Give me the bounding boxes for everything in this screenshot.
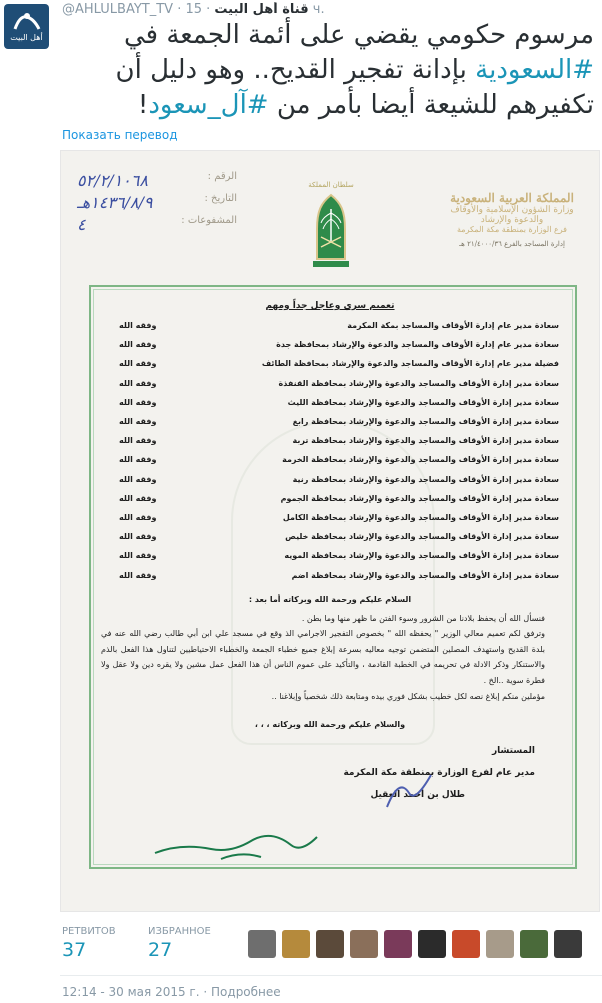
addressee-name: سعادة مدير عام إدارة الأوقاف والمساجد بمكة المكرمة [347, 321, 559, 331]
addressee-name: سعادة مدير إدارة الأوقاف والمساجد والدعوة والإرشاد بمحافظة المويه [284, 551, 559, 561]
ministry-reference: إدارة المساجد بالفرع ٢١/٤٠٠٠/٣٦ هـ [459, 240, 565, 248]
account-handle[interactable]: @AHLULBAYT_TV [62, 2, 174, 17]
attached-photo[interactable] [60, 150, 600, 912]
addressee-suffix: وفقه الله [119, 551, 157, 561]
retweets-stat[interactable] [62, 926, 152, 961]
reference-field-label: التاريخ : [204, 193, 237, 204]
addressee-row [101, 546, 559, 565]
favorites-label: ИЗБРАННОЕ [148, 926, 211, 937]
addressee-name: سعادة مدير إدارة الأوقاف والمساجد والدعوة والإرشاد بمحافظة الخرمة [282, 455, 559, 465]
tweet-text-segment: مرسوم حكومي يقضي على أئمة الجمعة في [123, 20, 594, 50]
addressee-suffix: وفقه الله [119, 455, 157, 465]
favoriter-avatar[interactable] [384, 930, 412, 958]
memo-paragraph: مؤملين منكم إبلاغ نصه لكل خطيب بشكل فوري بيده ومتابعة ذلك شخصياً وإبلاغنا .. [271, 691, 545, 701]
favorites-stat[interactable] [148, 926, 238, 961]
tweet-header [62, 2, 594, 18]
addressee-name: سعادة مدير عام إدارة الأوقاف والمساجد والدعوة والإرشاد بمحافظة جدة [276, 340, 559, 350]
favoriter-avatar[interactable] [520, 930, 548, 958]
addressee-row [101, 565, 559, 584]
addressee-suffix: وفقه الله [119, 512, 157, 522]
favoriter-avatars [248, 930, 582, 958]
account-avatar[interactable] [4, 4, 49, 49]
addressee-row [101, 316, 559, 335]
retweets-label: РЕТВИТОВ [62, 926, 116, 937]
reference-field [77, 193, 237, 215]
memo-paragraph: فنسأل الله أن يحفظ بلادنا من الشرور وسوء الفتن ما ظهر منها وما بطن . [301, 613, 545, 623]
addressee-name: سعادة مدير إدارة الأوقاف والمساجد والدعوة والإرشاد بمحافظة تربة [292, 436, 559, 446]
memo-title: تعميم سري وعاجل جداً ومهم [265, 301, 395, 311]
memo-greeting: السلام عليكم ورحمة الله وبركاته أما بعد : [248, 594, 412, 604]
translate-link[interactable]: Показать перевод [62, 128, 178, 142]
memo-closing: والسلام عليكم ورحمة الله وبركاته ، ، ، [254, 720, 406, 730]
addressee-suffix: وفقه الله [119, 397, 157, 407]
reference-field-value: ١٤٣٦/٨/٩هـ [77, 193, 153, 212]
addressee-suffix: وفقه الله [119, 321, 157, 331]
addressee-row [101, 412, 559, 431]
addressee-name: فضيلة مدير عام إدارة الأوقاف والمساجد والدعوة والإرشاد بمحافظة الطائف [261, 359, 559, 369]
memo-body [101, 301, 559, 806]
addressee-row [101, 335, 559, 354]
footer-divider [60, 975, 602, 976]
hashtag-link[interactable]: #آل_سعود [148, 90, 269, 120]
addressee-name: سعادة مدير إدارة الأوقاف والمساجد والدعوة والإرشاد بمحافظة رنية [292, 474, 559, 484]
addressee-suffix: وفقه الله [119, 359, 157, 369]
signoff-name: طلال بن أحمد العقيل [370, 790, 465, 801]
addressee-name: سعادة مدير إدارة الأوقاف والمساجد والدعوة والإرشاد بمحافظة القنفذة [278, 378, 559, 388]
memo-paragraph: وترفق لكم تعميم معالي الوزير " يحفظه الله " بخصوص التفجير الاجرامي الذ وقع في مسجد علي ابن أبي طالب رضي الله عنه في بلدة القديح واستهدف المصلين المتضمن توجيه معاليه بسرعة إبلاغ جميع خطباء الجمعة والخطباء الاحتياطيين لتناول هذا الفعل بالذم والاستنكار وذكر الادلة في تحريمه في الخطبة القادمة ، والتأكيد على عموم الناس أن هذا الفعل عمل مشين ولا يقره دين ولا عقل ولا فطرة سوية ..الخ . [101, 629, 545, 685]
addressee-suffix: وفقه الله [119, 417, 157, 427]
tweet-timestamp[interactable]: 12:14 - 30 мая 2015 г. [62, 985, 200, 999]
tweet-footer [62, 985, 281, 999]
favorites-count: 27 [148, 939, 173, 961]
addressee-row [101, 374, 559, 393]
addressee-row [101, 393, 559, 412]
emblem-text: سلطان المملكة [308, 181, 354, 189]
channel-logo-icon [12, 11, 42, 33]
memo-paragraphs [101, 611, 559, 705]
header-separator: · [177, 2, 186, 17]
reference-field [77, 215, 237, 237]
ministry-line-3: والدعوة والإرشاد [480, 215, 544, 225]
addressee-row [101, 527, 559, 546]
reference-field-label: الرقم : [207, 171, 237, 182]
details-link[interactable]: Подробнее [211, 985, 281, 999]
favoriter-avatar[interactable] [554, 930, 582, 958]
addressee-list [101, 316, 559, 585]
signoff-role: المستشار [491, 746, 535, 757]
addressee-suffix: وفقه الله [119, 493, 157, 503]
retweets-count: 37 [62, 939, 87, 961]
favoriter-avatar[interactable] [282, 930, 310, 958]
ministry-line-1: المملكة العربية السعودية [450, 191, 574, 205]
signoff-position: مدير عام لفرع الوزارة بمنطقة مكة المكرمة [343, 768, 535, 779]
addressee-row [101, 470, 559, 489]
ministry-emblem [307, 181, 355, 281]
handwritten-signature-icon [151, 823, 321, 865]
addressee-suffix: وفقه الله [119, 436, 157, 446]
memo-signoff [101, 740, 535, 806]
header-separator-2: · [202, 2, 211, 17]
addressee-row [101, 431, 559, 450]
addressee-row [101, 508, 559, 527]
addressee-name: سعادة مدير إدارة الأوقاف والمساجد والدعوة والإرشاد بمحافظة اضم [291, 570, 559, 580]
handwritten-initial-icon [379, 771, 439, 811]
favoriter-avatar[interactable] [418, 930, 446, 958]
addressee-name: سعادة مدير إدارة الأوقاف والمساجد والدعوة والإرشاد بمحافظة الليث [287, 397, 559, 407]
addressee-name: سعادة مدير إدارة الأوقاف والمساجد والدعوة والإرشاد بمحافظة الكامل [282, 512, 559, 522]
addressee-suffix: وفقه الله [119, 474, 157, 484]
tweet-time[interactable]: 15 ч. [185, 2, 325, 17]
addressee-suffix: وفقه الله [119, 378, 157, 388]
favoriter-avatar[interactable] [486, 930, 514, 958]
reference-field-value: ٤ [77, 215, 86, 234]
addressee-suffix: وفقه الله [119, 340, 157, 350]
addressee-row [101, 450, 559, 469]
reference-field-value: ٥٢/٢/١٠٦٨ [77, 171, 148, 190]
avatar-text: أهل البيت [10, 33, 43, 42]
addressee-suffix: وفقه الله [119, 570, 157, 580]
ministry-line-2: وزارة الشؤون الإسلامية والأوقاف [450, 205, 574, 215]
addressee-suffix: وفقه الله [119, 532, 157, 542]
reference-field-label: المشفوعات : [181, 215, 237, 226]
ministry-line-4: فرع الوزارة بمنطقة مكة المكرمة [457, 225, 567, 234]
addressee-name: سعادة مدير إدارة الأوقاف والمساجد والدعوة والإرشاد بمحافظة خليص [285, 532, 559, 542]
tweet-text-segment: ! [137, 90, 149, 120]
reference-field [77, 171, 237, 193]
addressee-name: سعادة مدير إدارة الأوقاف والمساجد والدعوة والإرشاد بمحافظة رابغ [292, 417, 559, 427]
tweet-text-segment: بإدانة تفجير القديح.. وهو دليل أن تكفيرهم للشيعة أيضا بأمر من [115, 55, 594, 120]
favoriter-avatar[interactable] [350, 930, 378, 958]
hashtag-link[interactable]: #السعودية [475, 55, 594, 85]
favoriter-avatar[interactable] [248, 930, 276, 958]
account-name[interactable]: قناة أهل البيت [214, 2, 309, 17]
document-reference-fields [77, 171, 237, 237]
favoriter-avatar[interactable] [452, 930, 480, 958]
addressee-row [101, 489, 559, 508]
tweet-text [58, 18, 594, 123]
addressee-name: سعادة مدير إدارة الأوقاف والمساجد والدعوة والإرشاد بمحافظة الجموم [280, 493, 559, 503]
palm-swords-emblem-icon [307, 189, 355, 279]
favoriter-avatar[interactable] [316, 930, 344, 958]
footer-separator: · [203, 985, 208, 999]
ministry-letterhead [437, 191, 587, 248]
addressee-row [101, 354, 559, 373]
